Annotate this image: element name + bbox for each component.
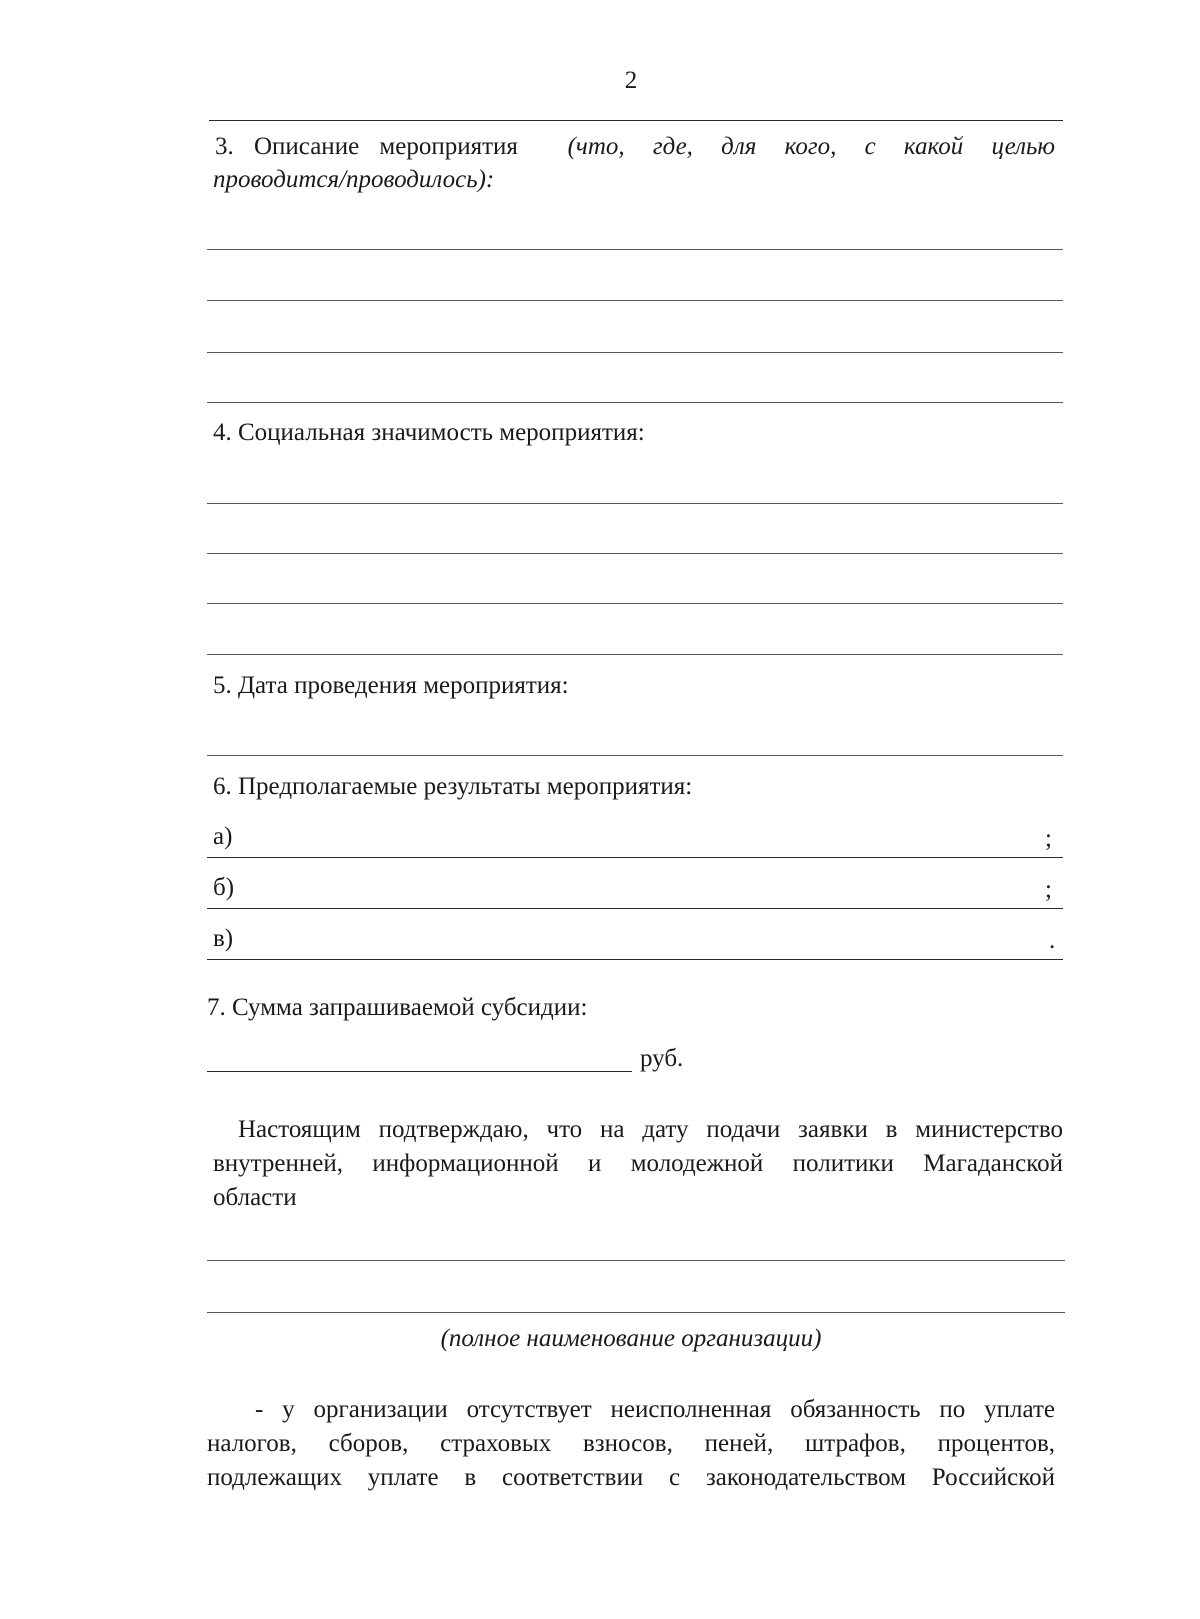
section-4-answer-line[interactable]	[207, 654, 1063, 655]
result-item-line[interactable]	[207, 959, 1063, 960]
result-item-end: .	[1049, 927, 1056, 954]
result-item-marker: в)	[213, 925, 234, 952]
section-4-answer-line[interactable]	[207, 553, 1063, 554]
result-item-end: ;	[1045, 876, 1052, 903]
obligation-line: - у организации отсутствует неисполненная обязанность по уплате	[255, 1396, 1055, 1423]
section-5-answer-line[interactable]	[207, 755, 1063, 756]
page-number: 2	[624, 67, 638, 94]
org-name-caption: (полное наименование организации)	[440, 1325, 822, 1352]
subsidy-amount-line[interactable]	[207, 1071, 632, 1072]
section-3-answer-line[interactable]	[207, 352, 1063, 353]
result-item-marker: б)	[213, 874, 235, 901]
section-4-answer-line[interactable]	[207, 503, 1063, 504]
confirmation-paragraph	[213, 1113, 1063, 1215]
result-item-end: ;	[1045, 825, 1052, 852]
result-item-marker: а)	[213, 823, 233, 850]
obligation-line: подлежащих уплате в соответствии с законодательством Российской	[207, 1464, 1055, 1491]
section-3-answer-line[interactable]	[207, 300, 1063, 301]
confirmation-line: Настоящим подтверждаю, что на дату подачи заявки в министерство	[238, 1116, 1063, 1143]
result-item-line[interactable]	[207, 857, 1063, 858]
section-3-answer-line[interactable]	[207, 402, 1063, 403]
header-rule	[209, 120, 1063, 121]
section-6-label: 6. Предполагаемые результаты мероприятия:	[213, 773, 693, 800]
confirmation-line: внутренней, информационной и молодежной политики Магаданской	[213, 1150, 1063, 1177]
subsidy-currency: руб.	[640, 1045, 684, 1072]
obligation-line: налогов, сборов, страховых взносов, пеней, штрафов, процентов,	[207, 1430, 1055, 1457]
section-4-answer-line[interactable]	[207, 603, 1063, 604]
section-3-hint: (что, где, для кого, с какой целью	[567, 133, 1055, 160]
section-3-hint-continued: проводится/проводилось):	[213, 166, 495, 193]
section-3-answer-line[interactable]	[207, 249, 1063, 250]
section-4-label: 4. Социальная значимость мероприятия:	[213, 419, 645, 446]
section-5-label: 5. Дата проведения мероприятия:	[213, 672, 569, 699]
org-name-line[interactable]	[207, 1260, 1065, 1261]
section-7-label: 7. Сумма запрашиваемой субсидии:	[207, 994, 588, 1021]
section-3-label: 3. Описание мероприятия	[215, 133, 518, 160]
org-name-line[interactable]	[207, 1312, 1065, 1313]
confirmation-line: области	[213, 1184, 297, 1211]
result-item-line[interactable]	[207, 908, 1063, 909]
obligation-paragraph	[207, 1393, 1055, 1495]
section-3-heading	[215, 130, 1055, 164]
